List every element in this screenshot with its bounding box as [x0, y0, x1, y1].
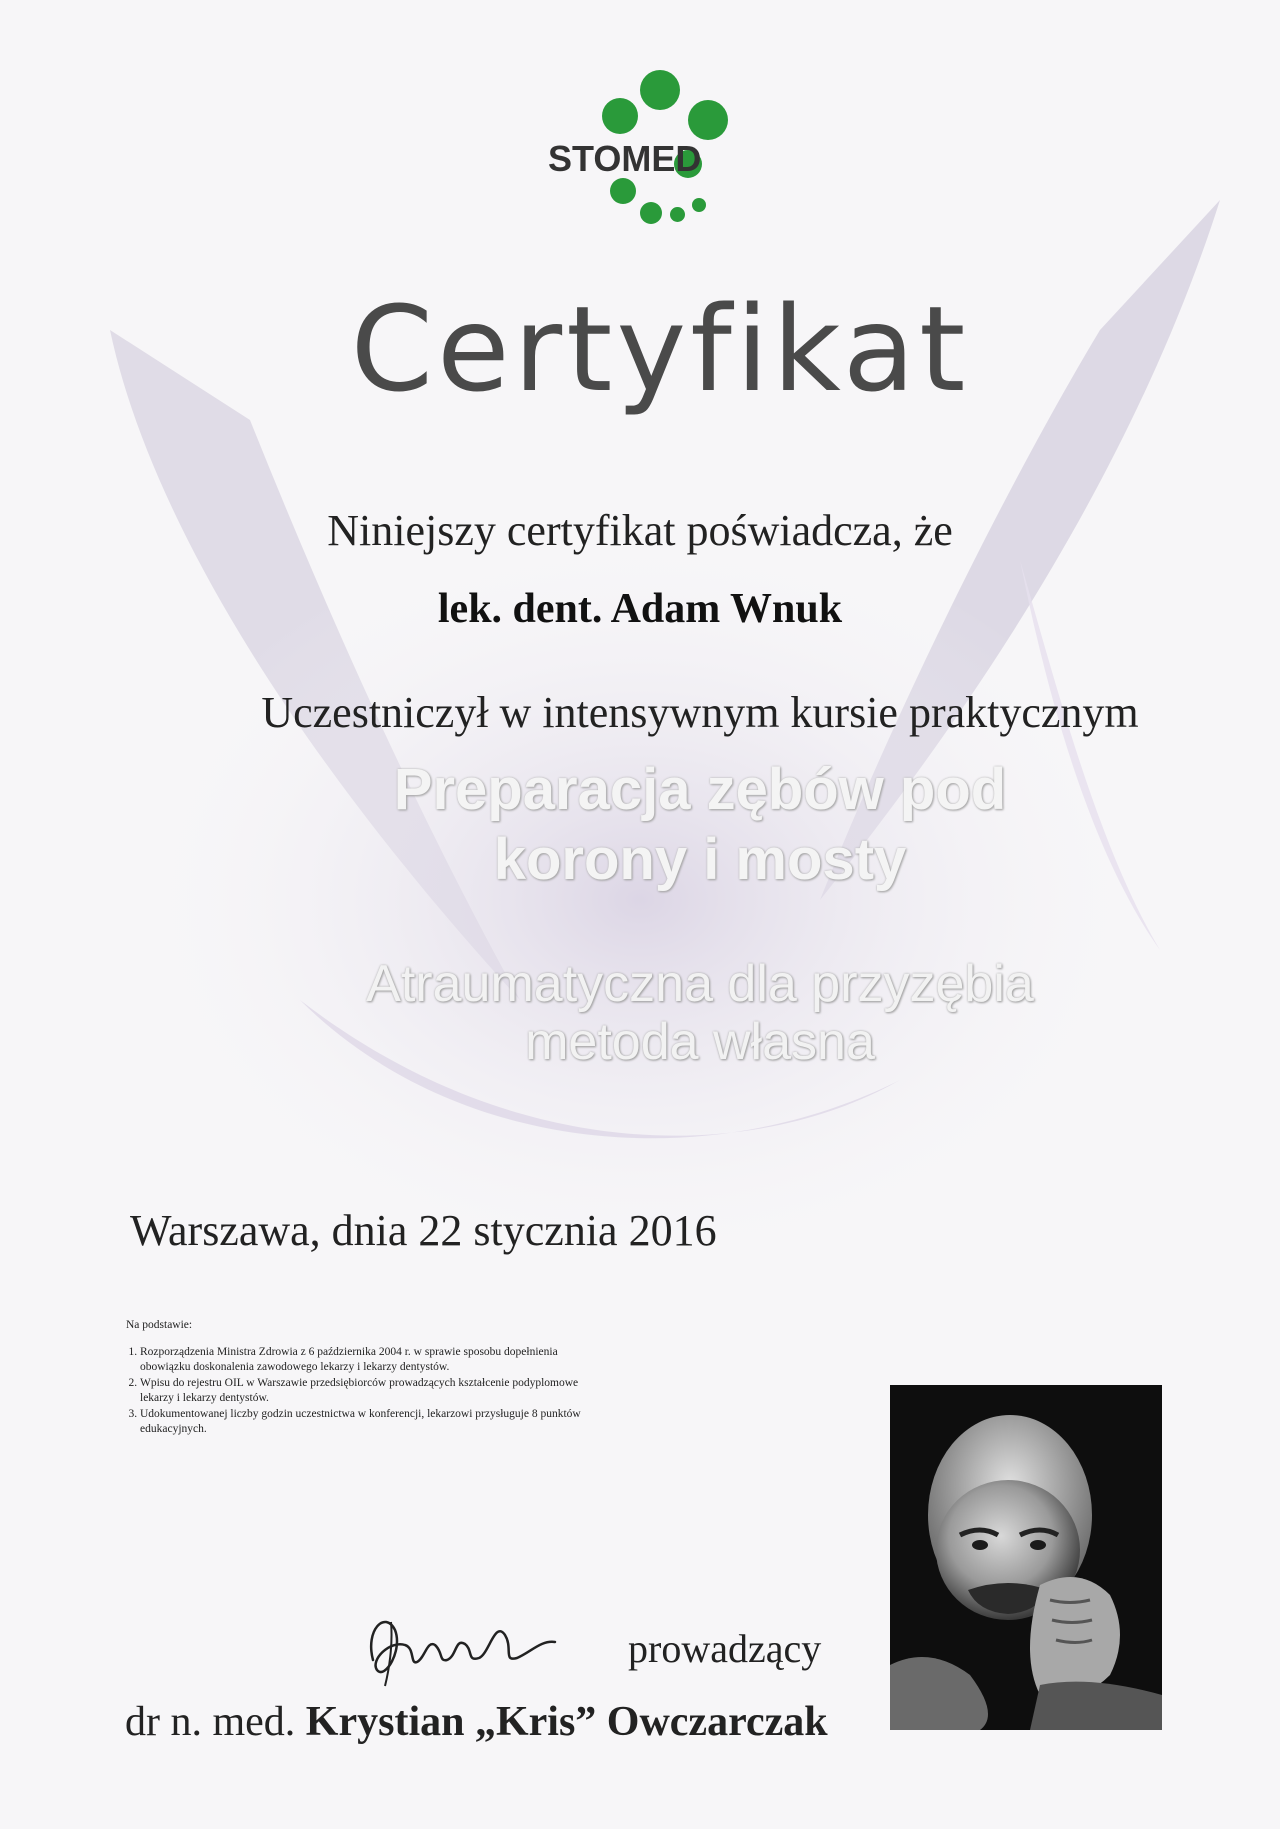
- logo-dot: [610, 178, 636, 204]
- lecturer-title: dr n. med.: [125, 1699, 296, 1745]
- lecturer-name-line: [125, 1698, 828, 1746]
- stomed-logo: [540, 70, 740, 230]
- lecturer-photo: [890, 1385, 1162, 1730]
- course-title-line-2: korony i mosty: [493, 827, 907, 892]
- certificate-title: Certyfikat: [350, 280, 970, 418]
- intro-text: Niniejszy certyfikat poświadcza, że: [327, 506, 953, 555]
- place-and-date: Warszawa, dnia 22 stycznia 2016: [130, 1206, 717, 1255]
- course-subtitle-line-2: metoda własna: [525, 1013, 875, 1071]
- course-title-line-1: Preparacja zębów pod: [393, 757, 1007, 822]
- lecturer-name: Krystian „Kris” Owczarczak: [305, 1699, 828, 1745]
- legal-basis-item: 2. Wpisu do rejestru OIL w Warszawie przedsiębiorców prowadzących kształcenie podyplomowe lekarzy i lekarzy dentystów.: [140, 1376, 606, 1406]
- lecturer-signature: [355, 1600, 585, 1690]
- logo-dot: [640, 202, 662, 224]
- course-subtitle: [60, 955, 1280, 1071]
- recipient-name: lek. dent. Adam Wnuk: [437, 586, 843, 632]
- lecturer-role: prowadzący: [628, 1626, 822, 1671]
- logo-dot: [692, 198, 706, 212]
- logo-dot: [688, 100, 728, 140]
- portrait-drawing: [890, 1385, 1162, 1730]
- logo-dot: [602, 98, 638, 134]
- legal-basis-title: Na podstawie:: [126, 1319, 193, 1331]
- logo-dot: [640, 70, 680, 110]
- logo-dot: [670, 207, 685, 222]
- legal-basis-list: [126, 1345, 606, 1437]
- legal-basis-item: 3. Udokumentowanej liczby godzin uczestnictwa w konferencji, lekarzowi przysługuje 8 punktów edukacyjnych.: [140, 1407, 606, 1437]
- course-subtitle-line-1: Atraumatyczna dla przyzębia: [366, 955, 1034, 1013]
- legal-basis: [126, 1318, 606, 1438]
- course-title: [60, 755, 1280, 895]
- legal-basis-item: 1. Rozporządzenia Ministra Zdrowia z 6 października 2004 r. w sprawie sposobu dopełnienia obowiązku doskonalenia zawodowego lekarzy i lekarzy dentystów.: [140, 1345, 606, 1375]
- logo-text: STOMED: [548, 138, 702, 179]
- participation-text: Uczestniczył w intensywnym kursie praktycznym: [261, 688, 1139, 737]
